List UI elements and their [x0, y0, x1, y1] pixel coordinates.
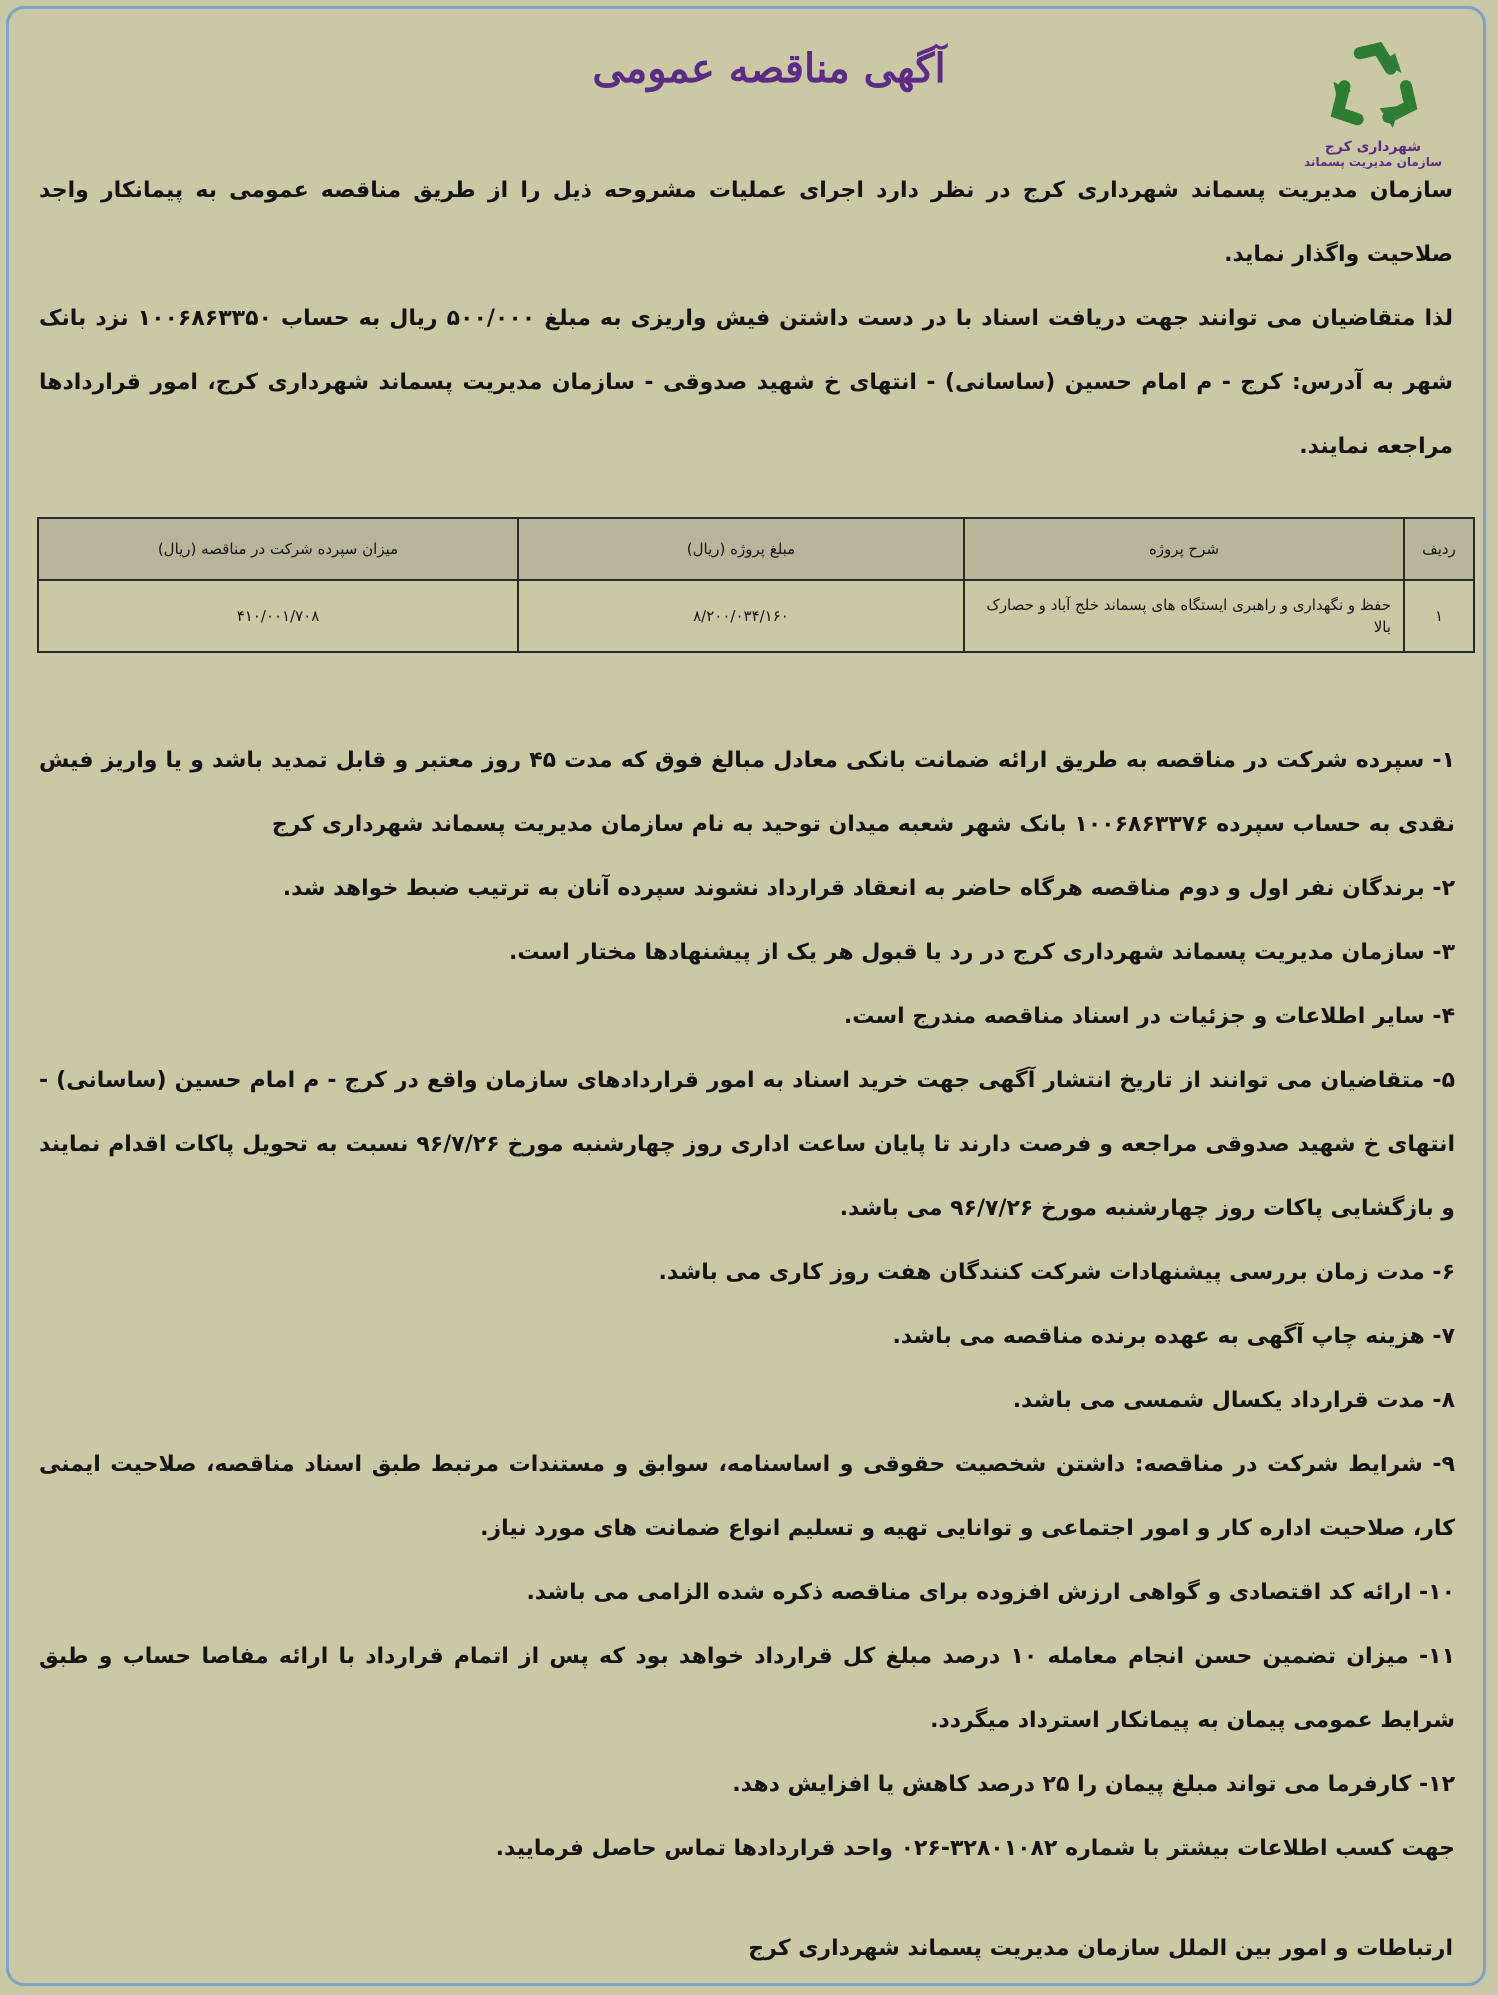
list-item: ۹- شرایط شرکت در مناقصه: داشتن شخصیت حقوقی و اساسنامه، سوابق و مستندات مرتبط طبق اسناد مناقصه، صلاحیت ایمنی کار، صلاحیت اداره کار و امور اجتماعی و توانایی تهیه و تسلیم انواع ضمانت های مورد نیاز.	[39, 1452, 1455, 1541]
footer-signature: ارتباطات و امور بین الملل سازمان مدیریت پسماند شهرداری کرج	[748, 1936, 1453, 1961]
cell-project-amount: ۸/۲۰۰/۰۳۴/۱۶۰	[518, 580, 964, 652]
notice-page	[6, 6, 1486, 1986]
list-item: ۳- سازمان مدیریت پسماند شهرداری کرج در رد یا قبول هر یک از پیشنهادها مختار است.	[509, 940, 1455, 965]
notice-title: آگهی مناقصه عمومی	[592, 45, 946, 92]
cell-deposit-amount: ۴۱۰/۰۰۱/۷۰۸	[38, 580, 518, 652]
logo-line-1: شهرداری کرج	[1324, 139, 1422, 155]
table-header-row	[38, 518, 1474, 580]
project-table	[37, 517, 1475, 653]
intro-paragraph: سازمان مدیریت پسماند شهرداری کرج در نظر دارد اجرای عملیات مشروحه ذیل را از طریق مناقصه عمومی به پیمانکار واجد صلاحیت واگذار نماید.	[39, 178, 1453, 267]
header-project-description: شرح پروژه	[964, 518, 1404, 580]
recycle-icon	[1303, 29, 1443, 139]
list-item: ۱۲- کارفرما می تواند مبلغ پیمان را ۲۵ درصد کاهش یا افزایش دهد.	[732, 1772, 1455, 1797]
list-item: ۶- مدت زمان بررسی پیشنهادات شرکت کنندگان هفت روز کاری می باشد.	[658, 1260, 1455, 1285]
cell-project-description: حفظ و نگهداری و راهبری ایستگاه های پسماند خلج آباد و حصارک بالا	[964, 580, 1404, 652]
list-item: ۷- هزینه چاپ آگهی به عهده برنده مناقصه می باشد.	[892, 1324, 1455, 1349]
list-item: ۴- سایر اطلاعات و جزئیات در اسناد مناقصه مندرج است.	[843, 1004, 1455, 1029]
intro-text	[39, 159, 1453, 479]
header-project-amount: مبلغ پروژه (ریال)	[518, 518, 964, 580]
intro-paragraph: لذا متقاضیان می توانند جهت دریافت اسناد با در دست داشتن فیش واریزی به مبلغ ۵۰۰/۰۰۰ ریال به حساب ۱۰۰۶۸۶۳۳۵۰ نزد بانک شهر به آدرس: کرج - م امام حسین (ساسانی) - انتهای خ شهید صدوقی - سازمان مدیریت پسماند شهرداری کرج، امور قراردادها مراجعه نمایند.	[39, 306, 1453, 459]
list-item: ۱۰- ارائه کد اقتصادی و گواهی ارزش افزوده برای مناقصه ذکره شده الزامی می باشد.	[526, 1580, 1455, 1605]
list-item: ۱- سپرده شرکت در مناقصه به طریق ارائه ضمانت بانکی معادل مبالغ فوق که مدت ۴۵ روز معتبر و قابل تمدید باشد و یا واریز فیش نقدی به حساب سپرده ۱۰۰۶۸۶۳۳۷۶ بانک شهر شعبه میدان توحید به نام سازمان مدیریت پسماند شهرداری کرج	[39, 748, 1455, 837]
list-item: ۸- مدت قرارداد یکسال شمسی می باشد.	[1012, 1388, 1455, 1413]
header-deposit-amount: میزان سپرده شرکت در مناقصه (ریال)	[38, 518, 518, 580]
table-row	[38, 580, 1474, 652]
logo-line-2: سازمان مدیریت پسماند	[1304, 155, 1442, 169]
cell-row-number: ۱	[1404, 580, 1474, 652]
list-item: ۵- متقاضیان می توانند از تاریخ انتشار آگهی جهت خرید اسناد به امور قراردادهای سازمان واقع در کرج - م امام حسین (ساسانی) - انتهای خ شهید صدوقی مراجعه و فرصت دارند تا پایان ساعت اداری روز چهارشنبه مورخ ۹۶/۷/۲۶ نسبت به تحویل پاکات اقدام نمایند و بازگشایی پاکات روز چهارشنبه مورخ ۹۶/۷/۲۶ می باشد.	[39, 1068, 1455, 1221]
list-item: ۱۱- میزان تضمین حسن انجام معامله ۱۰ درصد مبلغ کل قرارداد خواهد بود که پس از اتمام قرارداد با ارائه مفاصا حساب و طبق شرایط عمومی پیمان به پیمانکار استرداد میگردد.	[39, 1644, 1456, 1733]
logo	[1303, 29, 1443, 169]
header-row-number: ردیف	[1404, 518, 1474, 580]
contact-line: جهت کسب اطلاعات بیشتر با شماره ۳۲۸۰۱۰۸۲-۰۲۶ واحد قراردادها تماس حاصل فرمایید.	[495, 1836, 1455, 1861]
list-item: ۲- برندگان نفر اول و دوم مناقصه هرگاه حاضر به انعقاد قرارداد نشوند سپرده آنان به ترتیب ضبط خواهد شد.	[282, 876, 1455, 901]
conditions-list	[39, 729, 1455, 1881]
